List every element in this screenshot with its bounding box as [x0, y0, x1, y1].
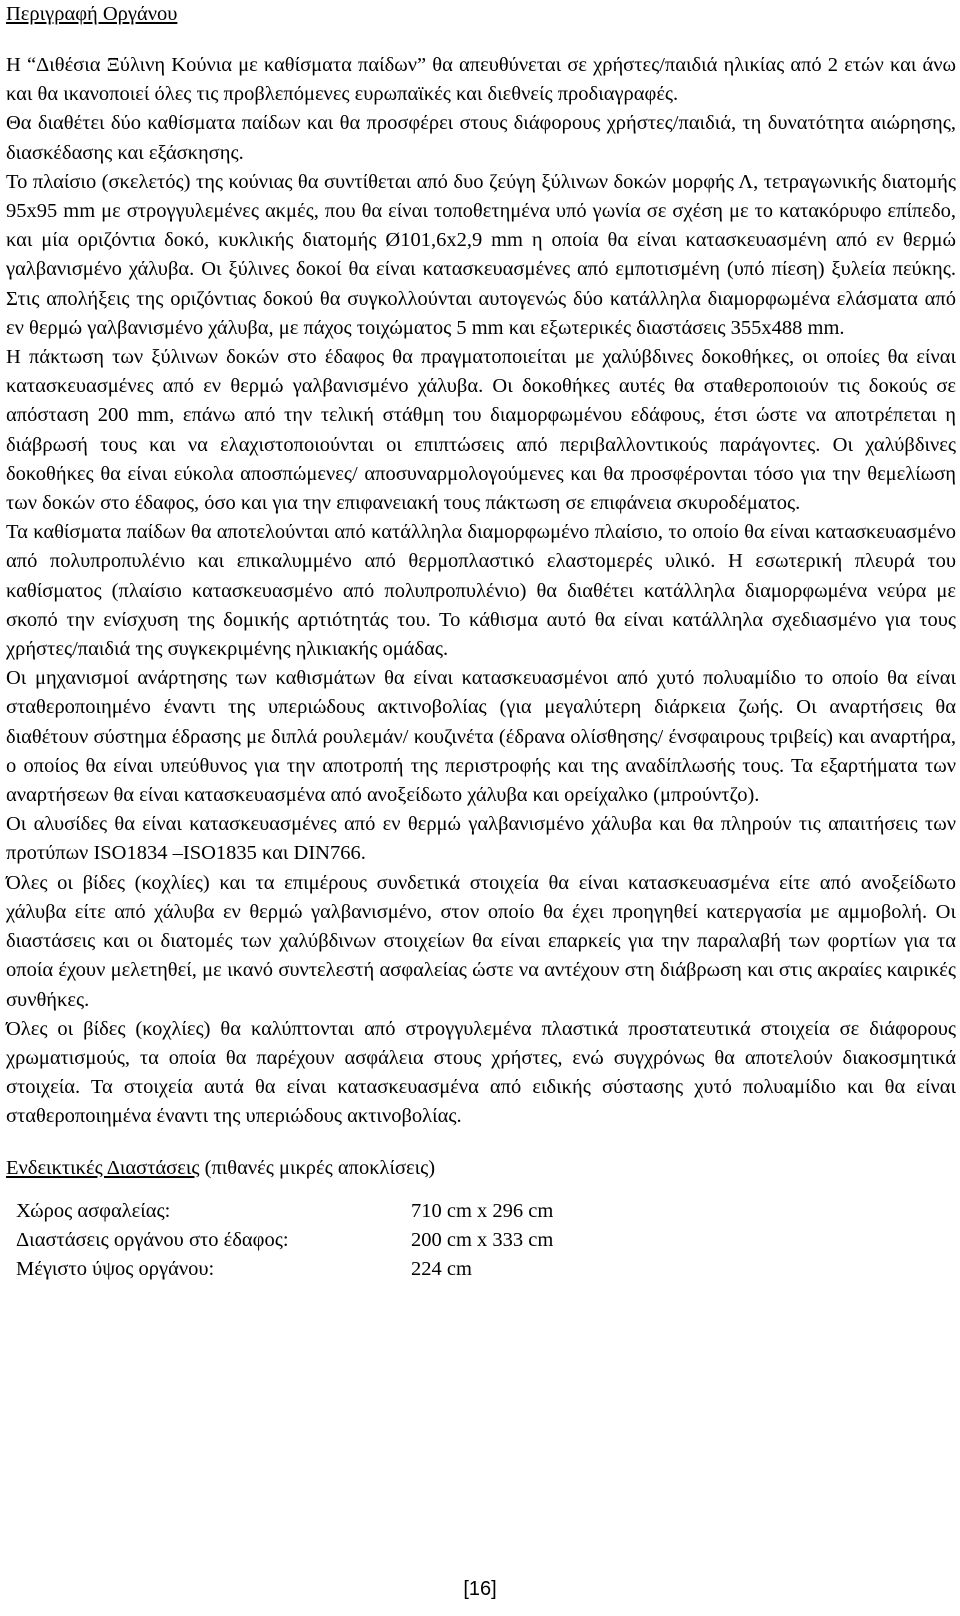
- page-title: Περιγραφή Οργάνου: [6, 3, 178, 25]
- dimension-row: [16, 1197, 956, 1226]
- dimensions-heading-underlined: Ενδεικτικές Διαστάσεις: [6, 1156, 200, 1179]
- spacer: [6, 1132, 956, 1154]
- description-body: [6, 51, 956, 1132]
- paragraph-chains: Οι αλυσίδες θα είναι κατασκευασμένες από εν θερμώ γαλβανισμένο χάλυβα και θα πληρούν τις απαιτήσεις των προτύπων ISO1834 –ISO1835 και DIN766.: [6, 813, 956, 865]
- paragraph-anchoring: Η πάκτωση των ξύλινων δοκών στο έδαφος θα πραγματοποιείται με χαλύβδινες δοκοθήκες, οι οποίες θα είναι κατασκευασμένες από εν θερμώ γαλβανισμένο χάλυβα. Οι δοκοθήκες αυτές θα σταθεροποιούν τις δοκούς σε απόσταση 200 mm, επάνω από την τελική στάθμη του διαμορφωμένου εδάφους, έτσι ώστε να αποτρέπεται η διάβρωσή τους και να ελαχιστοποιούνται οι επιπτώσεις από περιβαλλοντικούς παράγοντες. Οι χαλύβδινες δοκοθήκες θα είναι εύκολα αποσπώμενες/ αποσυναρμολογούμενες και θα προσφέρονται τόσο για την θεμελίωση των δοκών στο έδαφος, όσο και για την επιφανειακή τους πάκτωση σε επιφάνεια σκυροδέματος.: [6, 346, 956, 515]
- paragraph-bolts: Όλες οι βίδες (κοχλίες) και τα επιμέρους συνδετικά στοιχεία θα είναι κατασκευασμένα είτε από ανοξείδωτο χάλυβα είτε από χάλυβα εν θερμώ γαλβανισμένο, στον οποίο θα έχει προηγηθεί κατεργασία με αμμοβολή. Οι διαστάσεις και οι διατομές των χαλύβδινων στοιχείων θα είναι επαρκείς για την παραλαβή των φορτίων για τα οποία έχουν μελετηθεί, με ικανό συντελεστή ασφαλείας ώστε να αντέχουν στη διάβρωση και στις ακραίες καιρικές συνθήκες.: [6, 871, 956, 1011]
- dimensions-table: [16, 1197, 956, 1284]
- dimension-label: Χώρος ασφαλείας:: [16, 1199, 171, 1222]
- paragraph-child-seats: Τα καθίσματα παίδων θα αποτελούνται από κατάλληλα διαμορφωμένο πλαίσιο, το οποίο θα είναι κατασκευασμένο από πολυπροπυλένιο και επικαλυμμένο από θερμοπλαστικό ελαστομερές υλικό. Η εσωτερική πλευρά του καθίσματος (πλαίσιο κατασκευασμένο από πολυπροπυλένιο) θα διαθέτει κατάλληλα διαμορφωμένα νεύρα με σκοπό την ενίσχυση της δομικής αρτιότητάς του. Το κάθισμα αυτό θα είναι κατάλληλα σχεδιασμένο για τους χρήστες/παιδιά της συγκεκριμένης ηλικιακής ομάδας.: [6, 521, 956, 661]
- dimension-row: [16, 1226, 956, 1255]
- document-page: [6, 0, 956, 1284]
- dimension-row: [16, 1255, 956, 1284]
- dimension-value: 200 cm x 333 cm: [411, 1228, 554, 1251]
- dimensions-heading: [6, 1154, 956, 1183]
- dimension-value: 224 cm: [411, 1257, 472, 1280]
- spacer: [6, 29, 956, 51]
- paragraph-seats: Θα διαθέτει δύο καθίσματα παίδων και θα προσφέρει στους διάφορους χρήστες/παιδιά, τη δυνατότητα αιώρησης, διασκέδασης και εξάσκησης.: [6, 112, 956, 164]
- spacer: [6, 1183, 956, 1197]
- page-number: [16]: [463, 1578, 497, 1600]
- dimension-label: Μέγιστο ύψος οργάνου:: [16, 1257, 215, 1280]
- paragraph-frame: Το πλαίσιο (σκελετός) της κούνιας θα συντίθεται από δυο ζεύγη ξύλινων δοκών μορφής Λ, τετραγωνικής διατομής 95x95 mm με στρογγυλεμένες ακμές, που θα είναι τοποθετημένα υπό γωνία σε σχέση με το κατακόρυφο επίπεδο, και μία οριζόντια δοκό, κυκλικής διατομής Ø101,6x2,9 mm η οποία θα είναι κατασκευασμένη από εν θερμώ γαλβανισμένο χάλυβα. Οι ξύλινες δοκοί θα είναι κατασκευασμένες από εμποτισμένη (υπό πίεση) ξυλεία πεύκης. Στις απολήξεις της οριζόντιας δοκού θα συγκολλούνται αυτογενώς δύο κατάλληλα διαμορφωμένα ελάσματα από εν θερμώ γαλβανισμένο χάλυβα, με πάχος τοιχώματος 5 mm και εξωτερικές διαστάσεις 355x488 mm.: [6, 170, 956, 339]
- dimension-value: 710 cm x 296 cm: [411, 1199, 554, 1222]
- paragraph-intro: Η “Διθέσια Ξύλινη Κούνια με καθίσματα παίδων” θα απευθύνεται σε χρήστες/παιδιά ηλικίας από 2 ετών και άνω και θα ικανοποιεί όλες τις προβλεπόμενες ευρωπαϊκές και διεθνείς προδιαγραφές.: [6, 54, 956, 106]
- dimension-label: Διαστάσεις οργάνου στο έδαφος:: [16, 1228, 289, 1251]
- paragraph-bolt-caps: Όλες οι βίδες (κοχλίες) θα καλύπτονται από στρογγυλεμένα πλαστικά προστατευτικά στοιχεία σε διάφορους χρωματισμούς, τα οποία θα παρέχουν ασφάλεια στους χρήστες, ενώ συγχρόνως θα αποτελούν διακοσμητικά στοιχεία. Τα στοιχεία αυτά θα είναι κατασκευασμένα από ειδικής σύστασης χυτό πολυαμίδιο και θα είναι σταθεροποιημένα έναντι της υπεριώδους ακτινοβολίας.: [6, 1017, 956, 1128]
- dimensions-heading-note: (πιθανές μικρές αποκλίσεις): [199, 1156, 436, 1179]
- paragraph-suspension: Οι μηχανισμοί ανάρτησης των καθισμάτων θα είναι κατασκευασμένοι από χυτό πολυαμίδιο το οποίο θα είναι σταθεροποιημένο έναντι της υπεριώδους ακτινοβολίας (για μεγαλύτερη διάρκεια ζωής. Οι αναρτήσεις θα διαθέτουν σύστημα έδρασης με διπλά ρουλεμάν/ κουζινέτα (έδρανα ολίσθησης/ ένσφαιρους τριβείς) και αναρτήρα, ο οποίος θα είναι υπεύθυνος για την αποτροπή της περιστροφής και της αναδίπλωσής τους. Τα εξαρτήματα των αναρτήσεων θα είναι κατασκευασμένα από ανοξείδωτο χάλυβα και ορείχαλκο (μπρούντζο).: [6, 667, 956, 807]
